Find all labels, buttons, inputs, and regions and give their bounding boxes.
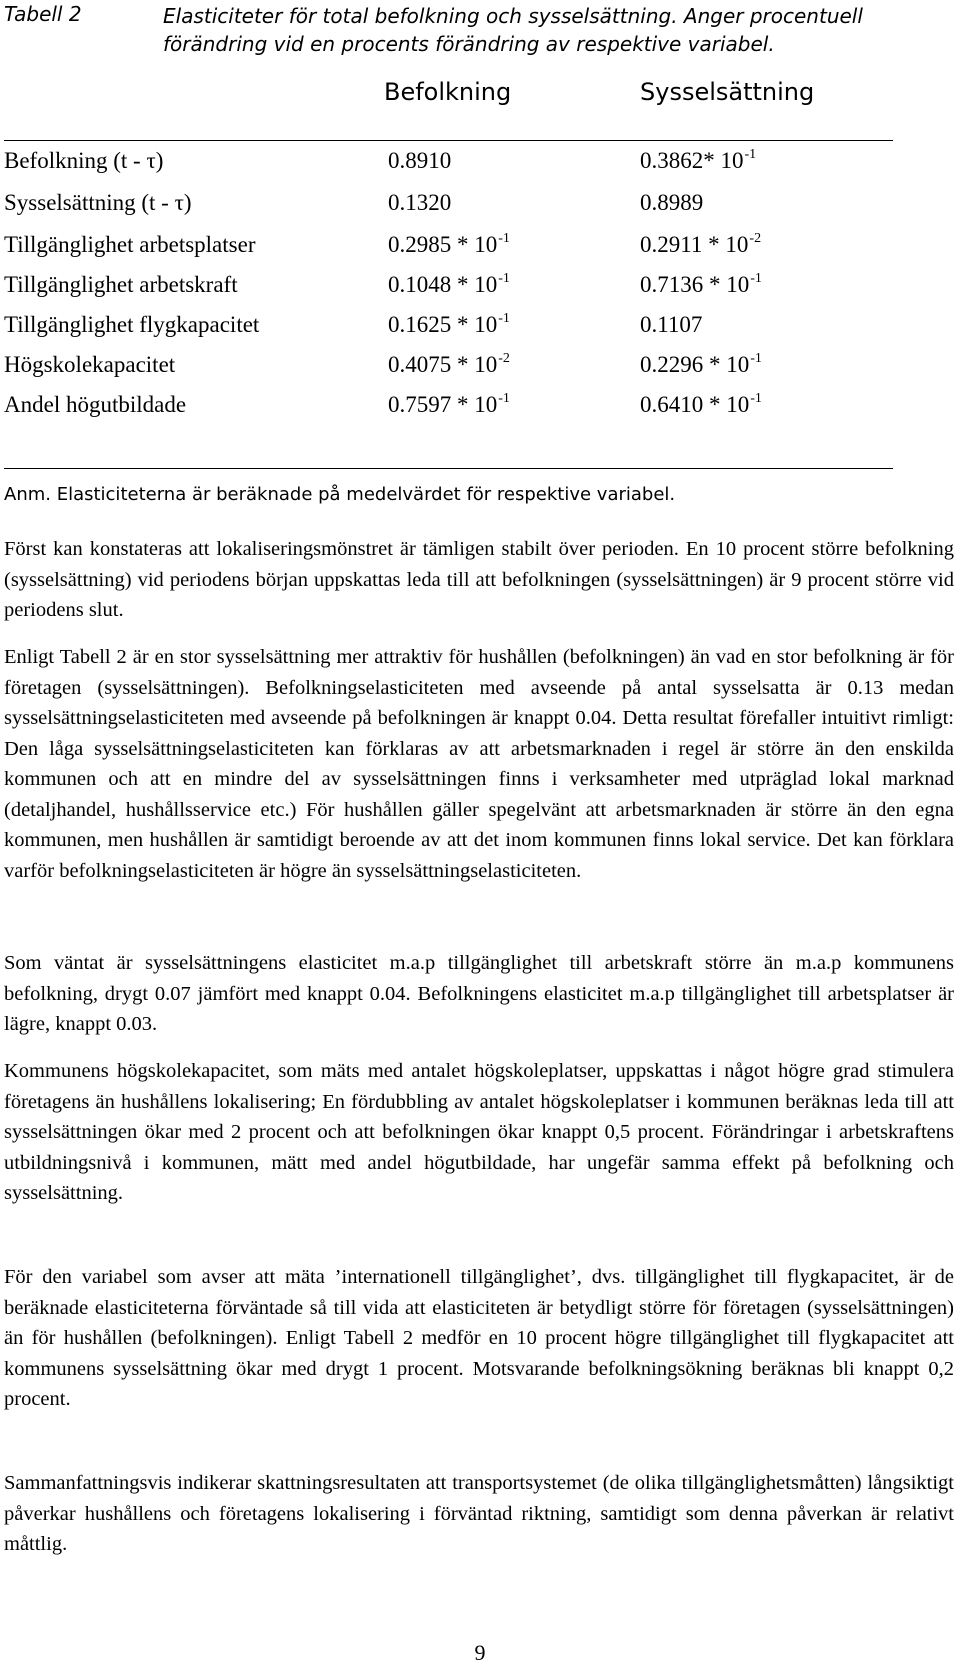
cell-befolkning: $0.7597 * 10^{-1}$ [388,391,510,417]
table-row [0,312,960,352]
table-row [0,148,960,188]
body-paragraph: För den variabel som avser att mäta ’internationell tillgänglighet’, dvs. tillgänglighet till flygkapacitet, är de beräknade elasticiteterna förväntade så till vida att elasticiteten är betydligt större för företagen (sysselsättningen) än för hushållen (befolkningen). Enligt Tabell 2 medför en 10 procent högre tillgänglighet till flygkapacitet att kommunens sysselsättning ökar med drygt 1 procent. Motsvarande befolkningsökning beräknas bli knappt 0,2 procent. [4,1266,954,1410]
cell-sysselsattning: 0.3862* $10^{-1}$ [640,147,757,173]
body-paragraph: Först kan konstateras att lokaliseringsmönstret är tämligen stabilt över perioden. En 10 procent större befolkning (sysselsättning) vid periodens början uppskattas leda till att befolkningen (sysselsättningen) är 9 procent större vid periodens slut. [4,538,954,621]
cell-sysselsattning: $0.6410 * 10^{-1}$ [640,391,762,417]
column-header-befolkning: Befolkning [384,78,512,106]
cell-befolkning: $0.1625 * 10^{-1}$ [388,311,510,337]
body-paragraph: Enligt Tabell 2 är en stor sysselsättning mer attraktiv för hushållen (befolkningen) än vad en stor befolkning är för företagen (sysselsättningen). Befolkningselasticiteten med avseende på antal sysselsatta är 0.13 medan sysselsättningselasticiteten med avseende på befolkningen är knappt 0.04. Detta resultat förefaller intuitivt rimligt: Den låga sysselsättningselasticiteten kan förklaras av att arbetsmarknaden i regel är större än den enskilda kommunen och att en mindre del av sysselsättningen finns i verksamheter med utpräglad lokal marknad (detaljhandel, hushållsservice etc.) För hushållen gäller spegelvänt att arbetsmarknaden är större än den egna kommunen, men hushållen är samtidigt beroende av att det inom kommunen finns lokal service. Det kan förklara varför befolkningselasticiteten är högre än sysselsättningselasticiteten. [4,646,954,882]
column-header-sysselsattning: Sysselsättning [640,78,815,106]
table-rule-bottom [4,468,893,469]
table-caption-label: Tabell 2 [4,2,82,26]
page-number: 9 [474,1640,486,1665]
row-label: Tillgänglighet arbetskraft [4,272,238,297]
row-label: Tillgänglighet flygkapacitet [4,312,260,337]
cell-befolkning: $0.4075 * 10^{-2}$ [388,351,510,377]
row-label: Andel högutbildade [4,392,187,417]
body-paragraph: Sammanfattningsvis indikerar skattningsresultaten att transportsystemet (de olika tillgänglighetsmåtten) långsiktigt påverkar hushållens och företagens lokalisering i förväntad riktning, samtidigt som denna påverkan är relativt måttlig. [4,1472,954,1555]
row-label: Sysselsättning (t - τ) [4,190,192,215]
table-caption-text: Elasticiteter för total befolkning och sysselsättning. Anger procentuell förändring vid en procents förändring av respektive variabel. [163,4,863,56]
cell-sysselsattning: 0.8989 [640,190,704,215]
row-label: Tillgänglighet arbetsplatser [4,232,256,257]
table-row [0,272,960,312]
cell-befolkning: 0.1320 [388,190,452,215]
cell-sysselsattning: 0.1107 [640,312,703,337]
table-rule-top [4,140,893,141]
table-row [0,232,960,272]
table-row [0,352,960,392]
cell-befolkning: 0.8910 [388,148,452,173]
cell-befolkning: $0.2985 * 10^{-1}$ [388,231,510,257]
row-label: Befolkning (t - τ) [4,148,164,173]
table-row [0,190,960,230]
body-paragraph: Som väntat är sysselsättningens elasticitet m.a.p tillgänglighet till arbetskraft större än m.a.p kommunens befolkning, drygt 0.07 jämfört med knappt 0.04. Befolkningens elasticitet m.a.p tillgänglighet till arbetsplatser är lägre, knappt 0.03. [4,952,954,1035]
table-row [0,392,960,432]
cell-befolkning: $0.1048 * 10^{-1}$ [388,271,510,297]
cell-sysselsattning: $0.2911 * 10^{-2}$ [640,231,762,257]
cell-sysselsattning: $0.7136 * 10^{-1}$ [640,271,762,297]
row-label: Högskolekapacitet [4,352,176,377]
cell-sysselsattning: $0.2296 * 10^{-1}$ [640,351,762,377]
table-note: Anm. Elasticiteterna är beräknade på medelvärdet för respektive variabel. [4,484,676,505]
body-paragraph: Kommunens högskolekapacitet, som mäts med antalet högskoleplatser, uppskattas i något högre grad stimulera företagens än hushållens lokalisering; En fördubbling av antalet högskoleplatser i kommunen beräknas leda till att sysselsättningen ökar med 2 procent och att befolkningen ökar knappt 0,5 procent. Förändringar i arbetskraftens utbildningsnivå i kommunen, mätt med andel högutbildade, har ungefär samma effekt på befolkning och sysselsättning. [4,1060,954,1204]
